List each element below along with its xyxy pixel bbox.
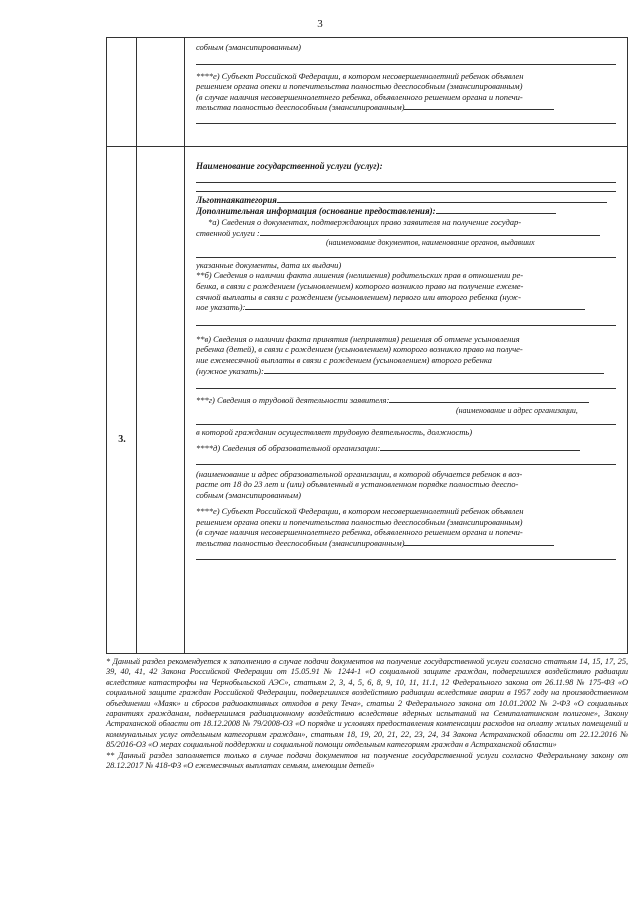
item-a-line: ственной услуги : [196, 228, 616, 239]
fill-line[interactable] [264, 366, 604, 374]
column-divider [184, 38, 185, 653]
row1-item-e-line: тельства полностью дееспособным (эмансипированным) [196, 102, 616, 113]
fill-line[interactable] [260, 228, 600, 236]
row1-item-e-line: ****е) Субъект Российской Федерации, в котором несовершеннолетний ребенок объявлен [196, 70, 524, 81]
footnotes [106, 657, 628, 771]
fill-line[interactable] [196, 317, 616, 326]
item-e-line: (в случае наличия несовершеннолетнего ребенка, объявленного решением органа и попечи- [196, 527, 523, 538]
row1-item-e-line: решением органа опеки и попечительства полностью дееспособным (эмансипированным) [196, 81, 523, 92]
item-a-after: указанные документы, дата их выдачи) [196, 259, 342, 270]
item-b-line: **б) Сведения о наличии факта лишения (нелишения) родительских прав в отношении ре- [196, 270, 524, 281]
page-number: 3 [317, 18, 323, 30]
row1-content [196, 42, 616, 124]
item-e-line: тельства полностью дееспособным (эмансипированным) [196, 538, 616, 549]
row-number: 3. [118, 434, 126, 445]
column-divider [136, 38, 137, 653]
item-v-line: ребенка (детей), в связи с рождением (усыновлением) которого возникло право на получе- [196, 344, 523, 355]
fill-line[interactable] [196, 416, 616, 425]
fill-line[interactable] [404, 538, 554, 546]
fill-line[interactable] [436, 206, 556, 214]
fill-line[interactable] [196, 551, 616, 560]
footnote-2: ** Данный раздел заполняется только в случае подачи документов на получение государственной услуги согласно Федеральному закону от 28.12.2017 № 418-ФЗ «О ежемесячных выплатах семьям, имеющим детей» [106, 750, 628, 771]
row1-item-e-line: (в случае наличия несовершеннолетнего ребенка, объявленного решением органа и попечи- [196, 91, 523, 102]
fill-line[interactable] [196, 183, 616, 192]
item-b-line: сячной выплаты в связи с рождением (усыновлением) первого или второго ребенка (нуж- [196, 291, 521, 302]
item-e-line: ****е) Субъект Российской Федерации, в котором несовершеннолетний ребенок объявлен [196, 506, 524, 517]
item-d-after: (наименование и адрес образовательной организации, в которой обучается ребенок в воз- [196, 468, 523, 479]
item-d-line: ****д) Сведения об образовательной организации: [196, 443, 616, 454]
item-g-line: ***г) Сведения о трудовой деятельности заявителя: [196, 395, 616, 406]
item-g-sub: (наименование и адрес организации, [456, 405, 578, 415]
item-v-line: **в) Сведения о наличии факта принятия (непринятия) решения об отмене усыновления [196, 333, 520, 344]
fill-line[interactable] [196, 380, 616, 389]
row-divider [107, 146, 627, 147]
item-a-line: *а) Сведения о документах, подтверждающих право заявителя на получение государ- [208, 217, 522, 227]
item-g-after: в которой гражданин осуществляет трудовую деятельность, должность) [196, 427, 473, 438]
fill-line[interactable] [196, 249, 616, 258]
fill-line[interactable] [196, 56, 616, 65]
fill-line[interactable] [277, 195, 607, 203]
additional-info-label: Дополнительная информация (основание предоставления): [196, 206, 616, 217]
service-title-label: Наименование государственной услуги (услуг): [196, 161, 383, 171]
fill-line[interactable] [380, 443, 580, 451]
fill-line[interactable] [245, 302, 585, 310]
fill-line[interactable] [196, 456, 616, 465]
item-d-after: расте от 18 до 23 лет и (или) объявленный в установленном порядке полностью дееспо- [196, 479, 519, 490]
fill-line[interactable] [196, 115, 616, 124]
row3-content [196, 161, 616, 560]
fill-line[interactable] [404, 102, 554, 110]
item-e-line: решением органа опеки и попечительства полностью дееспособным (эмансипированным) [196, 516, 523, 527]
item-v-line: ние ежемесячной выплаты в связи с рождением (усыновлением) второго ребенка [196, 354, 492, 365]
benefit-category-label: Льготнаякатегория [196, 195, 616, 206]
footnote-1: * Данный раздел рекомендуется к заполнению в случае подачи документов на получение государственной услуги согласно статьям 14, 15, 17, 25, 39, 40, 41, 42 Закона Российской Федерации от 15.05.91 № 1244-1 «О социальной защите граждан, подвергшихся воздействию радиации вследствие катастрофы на Чернобыльской АЭС», статьям 2, 3, 4, 5, 6, 8, 9, 10, 11, 11.1, 12 Федерального закона от 26.11.98 № 175-ФЗ «О социальной защите граждан Российской Федерации, подвергшихся воздействию радиации вследствие аварии в 1957 году на производственном объединении «Маяк» и сбросов радиоактивных отходов в реку Теча», статьи 2 Федерального закона от 10.01.2002 № 2-ФЗ «О социальных гарантиях гражданам, подвергшимся радиационному воздействию вследствие ядерных испытаний на Семипалатинском полигоне», Закону Астраханской области от 18.12.2008 № 79/2008-ОЗ «О порядке и условиях предоставления компенсации расходов на оплату жилых помещений и коммунальных услуг отдельным категориям граждан», статьям 18, 19, 20, 21, 22, 23, 24, 34 Закона Астраханской области от 22.12.2016 № 85/2016-ОЗ «О мерах социальной поддержки и социальной помощи отдельным категориям граждан в Астраханской области» [106, 657, 628, 750]
item-d-after: собным (эмансипированным) [196, 489, 301, 500]
fill-line[interactable] [389, 395, 589, 403]
item-a-sub: (наименование документов, наименование органов, выдавших [326, 238, 535, 248]
row1-text-top: собным (эмансипированным) [196, 42, 301, 52]
item-b-line: ное указать): [196, 302, 616, 313]
item-b-line: бенка, в связи с рождением (усыновлением) которого возникло право на получение ежеме- [196, 280, 524, 291]
item-v-line: (нужное указать): [196, 366, 616, 377]
fill-line[interactable] [196, 174, 616, 183]
